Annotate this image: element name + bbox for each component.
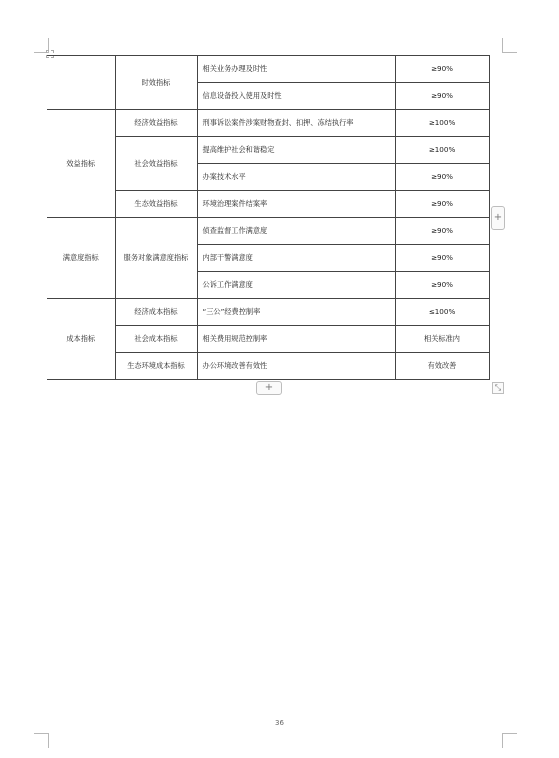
indicator-cell[interactable]: 办案技术水平 xyxy=(197,164,395,191)
level2-cell[interactable]: 社会效益指标 xyxy=(115,137,197,191)
table-row xyxy=(47,56,489,83)
indicator-cell[interactable]: 内部干警满意度 xyxy=(197,245,395,272)
add-row-button[interactable]: + xyxy=(256,381,282,395)
level2-cell[interactable]: 时效指标 xyxy=(115,56,197,110)
target-cell[interactable]: ≥100% xyxy=(395,137,489,164)
indicator-cell[interactable]: 环境治理案件结案率 xyxy=(197,191,395,218)
target-cell[interactable]: ≥90% xyxy=(395,83,489,110)
indicator-cell[interactable]: 侦查监督工作满意度 xyxy=(197,218,395,245)
indicator-cell[interactable]: 相关业务办理及时性 xyxy=(197,56,395,83)
level1-cell[interactable]: 满意度指标 xyxy=(47,218,115,299)
indicator-cell[interactable]: “三公”经费控制率 xyxy=(197,299,395,326)
level2-cell[interactable]: 经济效益指标 xyxy=(115,110,197,137)
level2-cell[interactable]: 服务对象满意度指标 xyxy=(115,218,197,299)
target-cell[interactable]: 有效改善 xyxy=(395,353,489,380)
level1-cell[interactable]: 效益指标 xyxy=(47,110,115,218)
crop-mark-bottom-right xyxy=(502,733,517,748)
crop-mark-top-right xyxy=(502,38,517,53)
target-cell[interactable]: ≥90% xyxy=(395,164,489,191)
crop-mark-bottom-left xyxy=(34,733,49,748)
indicator-cell[interactable]: 相关费用规范控制率 xyxy=(197,326,395,353)
indicator-cell[interactable]: 办公环境改善有效性 xyxy=(197,353,395,380)
add-column-button[interactable]: + xyxy=(491,206,505,230)
target-cell[interactable]: ≥90% xyxy=(395,272,489,299)
indicator-cell[interactable]: 提高维护社会和谐稳定 xyxy=(197,137,395,164)
table-row xyxy=(47,218,489,245)
target-cell[interactable]: ≤100% xyxy=(395,299,489,326)
target-cell[interactable]: ≥100% xyxy=(395,110,489,137)
table-row xyxy=(47,110,489,137)
level2-cell[interactable]: 生态环境成本指标 xyxy=(115,353,197,380)
level2-cell[interactable]: 经济成本指标 xyxy=(115,299,197,326)
target-cell[interactable]: ≥90% xyxy=(395,218,489,245)
level2-cell[interactable]: 生态效益指标 xyxy=(115,191,197,218)
level1-cell[interactable] xyxy=(47,56,115,110)
table-row xyxy=(47,299,489,326)
indicator-cell[interactable]: 刑事诉讼案件涉案财物查封、扣押、冻结执行率 xyxy=(197,110,395,137)
indicator-cell[interactable]: 信息设备投入使用及时性 xyxy=(197,83,395,110)
page-number: 36 xyxy=(275,719,284,727)
table-resize-icon[interactable]: ⤡ xyxy=(492,382,504,394)
target-cell[interactable]: ≥90% xyxy=(395,245,489,272)
target-cell[interactable]: 相关标准内 xyxy=(395,326,489,353)
target-cell[interactable]: ≥90% xyxy=(395,56,489,83)
indicator-table xyxy=(47,55,490,380)
level2-cell[interactable]: 社会成本指标 xyxy=(115,326,197,353)
target-cell[interactable]: ≥90% xyxy=(395,191,489,218)
level1-cell[interactable]: 成本指标 xyxy=(47,299,115,380)
indicator-cell[interactable]: 公诉工作满意度 xyxy=(197,272,395,299)
